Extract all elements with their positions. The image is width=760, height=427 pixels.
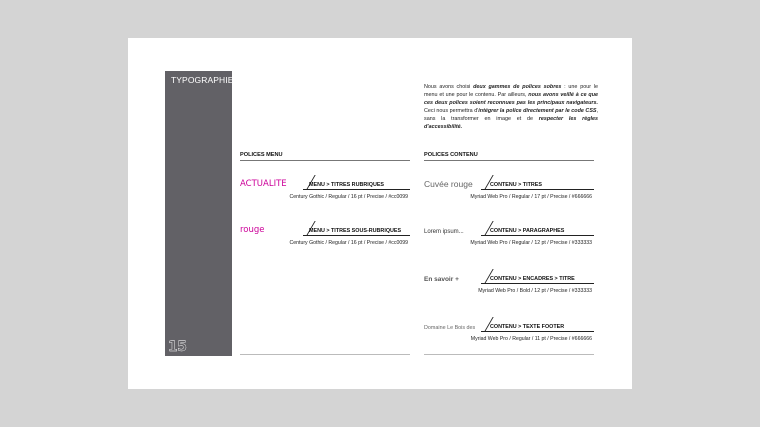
label-underline (303, 235, 410, 236)
intro-text-3: Ceci nous permettra d' (424, 107, 479, 114)
label-underline (481, 189, 594, 190)
font-sample: Lorem ipsum... (424, 229, 464, 235)
content-column-divider (424, 160, 594, 161)
page-number: 15 (168, 339, 187, 355)
label-underline (481, 331, 594, 332)
intro-paragraph (424, 84, 598, 131)
font-details: Century Gothic / Regular / 16 pt / Precise / #cc0099 (289, 240, 408, 246)
spec-label: MENU > TITRES SOUS-RUBRIQUES (309, 228, 402, 234)
menu-column-bottom-rule (240, 354, 410, 355)
font-details: Myriad Web Pro / Regular / 12 pt / Precise / #333333 (470, 240, 592, 246)
menu-spec-titres-rubriques (240, 172, 410, 200)
content-spec-titres (424, 172, 594, 200)
spec-label: CONTENU > PARAGRAPHES (490, 228, 565, 234)
document-page (128, 38, 632, 389)
font-sample: rouge (240, 225, 265, 235)
intro-text-1: Nous avons choisi (424, 84, 474, 90)
font-details: Century Gothic / Regular / 16 pt / Precise / #cc0099 (289, 194, 408, 200)
intro-emphasis-3: intégrer la police directement par le code CSS (478, 107, 597, 114)
intro-text-2: : une pour le menu et une pour le contenu. Par ailleurs, (424, 84, 598, 98)
sidebar-band (165, 71, 232, 356)
content-spec-texte-footer (424, 314, 594, 342)
font-sample: En savoir + (424, 276, 459, 283)
menu-spec-titres-sous-rubriques (240, 218, 410, 246)
label-underline (303, 189, 410, 190)
spec-label: CONTENU > ENCADRES > TITRE (490, 276, 575, 282)
intro-emphasis-1: deux gammes de polices sobres (473, 84, 562, 90)
content-spec-paragraphes (424, 218, 594, 246)
font-sample: Cuvée rouge (424, 179, 473, 189)
font-details: Myriad Web Pro / Regular / 11 pt / Precise / #666666 (470, 336, 592, 342)
menu-column-heading: POLICES MENU (240, 152, 283, 158)
intro-emphasis-4: respecter les règles d'accessibilité. (424, 115, 598, 130)
font-sample: ACTUALITE (240, 179, 287, 189)
font-details: Myriad Web Pro / Bold / 12 pt / Precise / #333333 (478, 288, 592, 294)
label-underline (481, 235, 594, 236)
spec-label: CONTENU > TEXTE FOOTER (490, 324, 565, 330)
spec-label: CONTENU > TITRES (490, 182, 542, 188)
font-details: Myriad Web Pro / Regular / 17 pt / Precise / #666666 (470, 194, 592, 200)
font-sample: Domaine Le Bois des (424, 325, 476, 331)
menu-column-divider (240, 160, 410, 161)
content-column-bottom-rule (424, 354, 594, 355)
label-underline (481, 283, 594, 284)
content-spec-encadres-titre (424, 266, 594, 294)
content-column-heading: POLICES CONTENU (424, 152, 478, 158)
section-title: TYPOGRAPHIE (171, 75, 234, 85)
spec-label: MENU > TITRES RUBRIQUES (309, 182, 385, 188)
intro-emphasis-2: nous avons veillé à ce que ces deux polices soient reconnues pas les principaux navigateurs. (424, 91, 598, 106)
intro-text-4: , sans la transformer en image et de (424, 107, 599, 122)
